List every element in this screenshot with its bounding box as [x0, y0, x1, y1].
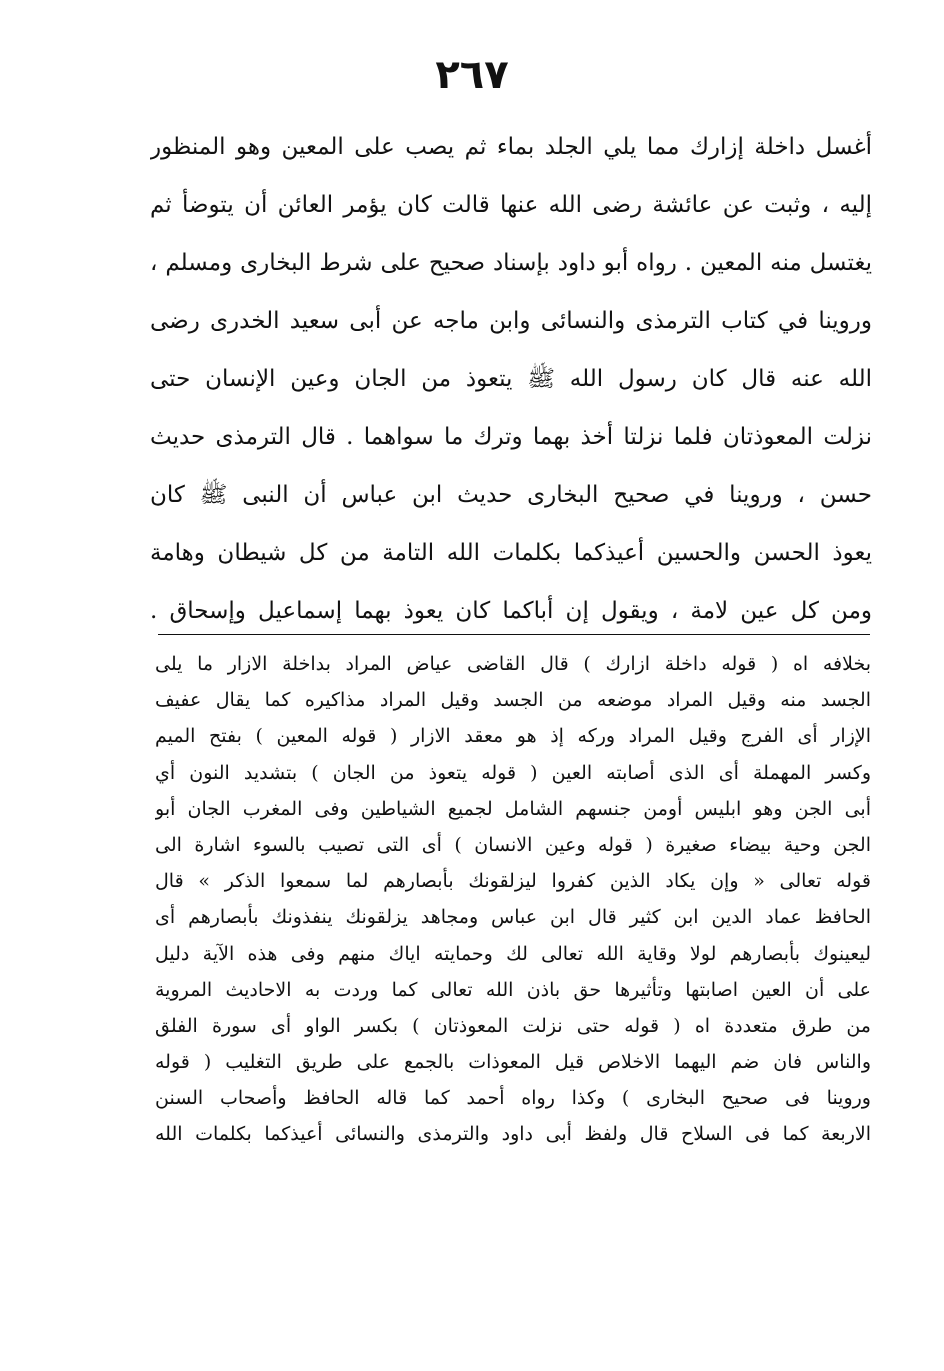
main-text [150, 118, 872, 640]
main-text-line: وروينا في كتاب الترمذى والنسائى وابن ماجه عن أبى سعيد الخدرى رضى [150, 308, 872, 334]
main-text-line: حسن ، وروينا في صحيح البخارى حديث ابن عباس أن النبى ﷺ كان [150, 482, 872, 508]
main-text-line: ومن كل عين لامة ، ويقول إن أباكما كان يعوذ بهما إسماعيل وإسحاق . [150, 598, 872, 624]
footnote-line: الحافظ عماد الدين ابن كثير قال ابن عباس ومجاهد يزلقونك ينفذونك بأبصارهم أى [155, 906, 871, 929]
footnote-line: الجسد منه وقيل المراد موضعه من الجسد وقيل المراد مذاكيره كما يقال عفيف [155, 689, 871, 712]
main-text-line: نزلت المعوذتان فلما نزلتا أخذ بهما وترك ما سواهما . قال الترمذى حديث [150, 424, 872, 450]
main-text-line: أغسل داخلة إزارك مما يلي الجلد بماء ثم يصب على المعين وهو المنظور [150, 134, 872, 160]
footnote-line: أبى الجن وهو ابليس أومن جنسهم الشامل لجميع الشياطين وفى المغرب الجان أبو [155, 797, 871, 820]
footnote-divider [158, 634, 870, 635]
main-text-line: يغتسل منه المعين . رواه أبو داود بإسناد صحيح على شرط البخارى ومسلم ، [150, 250, 872, 276]
footnote-line: على أن العين اصابتها وتأثيرها حق باذن الله تعالى كما وردت به الاحاديث المروية [155, 978, 871, 1001]
footnote-line: الجن وحية بيضاء صغيرة ( قوله وعين الانسان ) أى التى تصيب بالسوء اشارة الى [155, 833, 871, 856]
footnote-line: ليعينوك بأبصارهم لولا وقاية الله تعالى لك وحمايته اياك منهم وفى هذه الآية دليل [155, 942, 871, 965]
footnote-line: من طرق متعددة اه ( قوله حتى نزلت المعوذتان ) بكسر الواو أى سورة الفلق [155, 1014, 871, 1037]
footnote-line: الاربعة كما فى السلاح قال ولفظ أبى داود والترمذى والنسائى أعيذكما بكلمات الله [155, 1123, 871, 1146]
footnote-line: الإزار أى الفرج وقيل المراد وركه إذ هو معقد الازار ( قوله المعين ) بفتح الميم [155, 725, 871, 748]
footnote-line: والناس فان ضم اليهما الاخلاص قيل المعوذات بالجمع على طريق التغليب ( قوله [155, 1051, 871, 1074]
footnote-line: وروينا فى صحيح البخارى ) وكذا رواه أحمد كما قاله الحافظ وأصحاب السنن [155, 1087, 871, 1110]
main-text-line: يعوذ الحسن والحسين أعيذكما بكلمات الله التامة من كل شيطان وهامة [150, 540, 872, 566]
footnote-line: بخلافه اه ( قوله داخلة ازارك ) قال القاضى عياض المراد بداخلة الازار ما يلى [155, 653, 871, 675]
page-number: ٢٦٧ [435, 52, 509, 98]
main-text-line: إليه ، وثبت عن عائشة رضى الله عنها قالت كان يؤمر العائن أن يتوضأ ثم [150, 192, 872, 218]
main-text-line: الله عنه قال كان رسول الله ﷺ يتعوذ من الجان وعين الإنسان حتى [150, 366, 872, 392]
footnote-line: وكسر المهملة أى الذى أصابته العين ( قوله يتعوذ من الجان ) بتشديد النون أي [155, 761, 871, 784]
footnotes [155, 646, 871, 1153]
footnote-line: قوله تعالى « وإن يكاد الذين كفروا ليزلقونك بأبصارهم لما سمعوا الذكر » قال [155, 870, 871, 893]
